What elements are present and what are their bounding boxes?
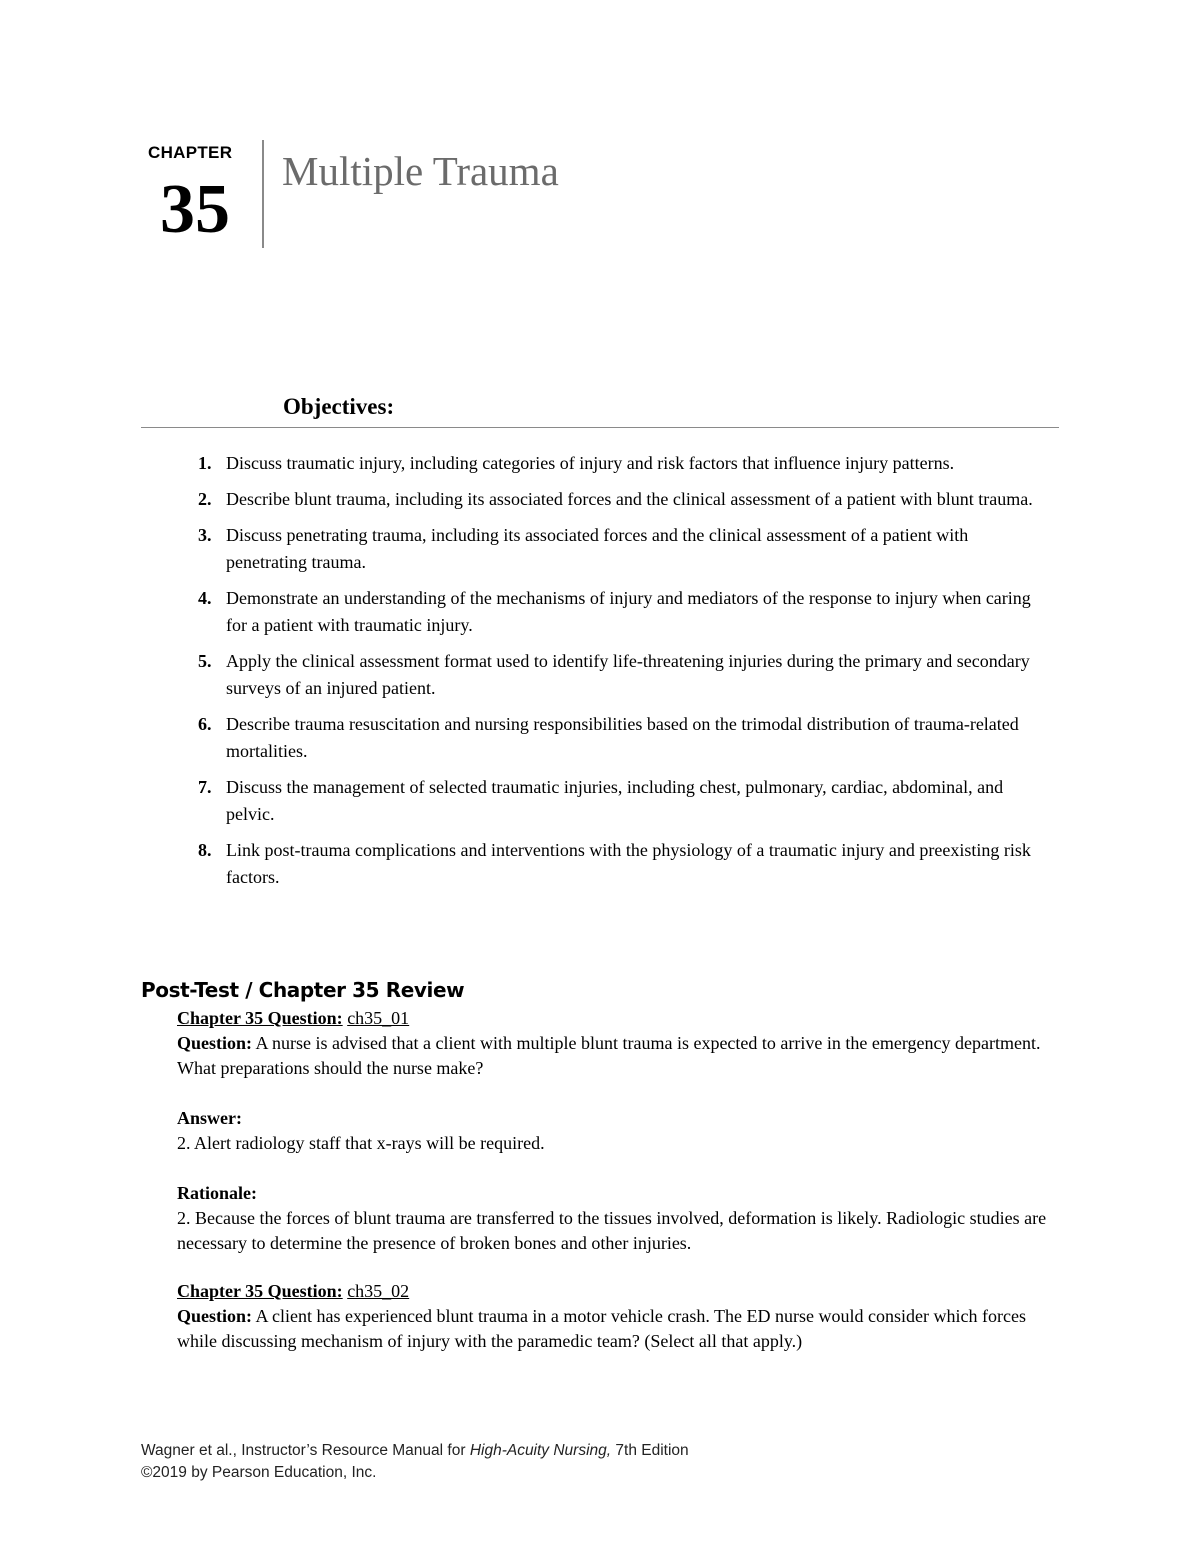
question-id-label: Chapter 35 Question: bbox=[177, 1281, 343, 1301]
objectives-heading: Objectives: bbox=[283, 394, 395, 419]
objective-text: Describe trauma resuscitation and nursing responsibilities based on the trimodal distribution of trauma-related mortalities. bbox=[226, 714, 1019, 761]
footer-book-title: High-Acuity Nursing, bbox=[469, 1442, 612, 1459]
question-id-line bbox=[177, 1279, 1067, 1304]
objective-number: 4. bbox=[198, 588, 212, 608]
objective-item bbox=[190, 486, 1050, 513]
objective-text: Describe blunt trauma, including its associated forces and the clinical assessment of a patient with blunt trauma. bbox=[226, 489, 1033, 509]
spacer bbox=[177, 1156, 1067, 1181]
objective-text: Apply the clinical assessment format used to identify life-threatening injuries during the primary and secondary surveys of an injured patient. bbox=[226, 651, 1030, 698]
answer-text: 2. Alert radiology staff that x-rays will be required. bbox=[177, 1133, 545, 1153]
objective-item bbox=[190, 585, 1050, 639]
question-text: A nurse is advised that a client with multiple blunt trauma is expected to arrive in the emergency department. What preparations should the nurse make? bbox=[177, 1033, 1041, 1078]
question-id-label: Chapter 35 Question: bbox=[177, 1008, 343, 1028]
footer-copyright: ©2019 by Pearson Education, Inc. bbox=[141, 1464, 377, 1481]
footer-citation-prefix: Wagner et al., Instructor’s Resource Manual for bbox=[141, 1442, 470, 1459]
objectives-rule bbox=[141, 427, 1059, 428]
objective-text: Demonstrate an understanding of the mechanisms of injury and mediators of the response to injury when caring for a patient with traumatic injury. bbox=[226, 588, 1031, 635]
objective-text: Discuss penetrating trauma, including its associated forces and the clinical assessment of a patient with penetrating trauma. bbox=[226, 525, 969, 572]
question-id-value: ch35_01 bbox=[347, 1008, 410, 1028]
objective-item bbox=[190, 774, 1050, 828]
chapter-label: CHAPTER bbox=[148, 143, 233, 162]
answer-label: Answer: bbox=[177, 1108, 242, 1128]
question-label: Question: bbox=[177, 1306, 253, 1326]
page-footer bbox=[141, 1440, 689, 1484]
objective-number: 2. bbox=[198, 489, 212, 509]
objective-number: 7. bbox=[198, 777, 212, 797]
question-label: Question: bbox=[177, 1033, 253, 1053]
objective-text: Discuss the management of selected traumatic injuries, including chest, pulmonary, cardiac, abdominal, and pelvic. bbox=[226, 777, 1004, 824]
footer-citation-suffix: 7th Edition bbox=[611, 1442, 689, 1459]
chapter-title: Multiple Trauma bbox=[282, 148, 559, 194]
question-id-line bbox=[177, 1006, 1067, 1031]
question-block-2 bbox=[177, 1279, 1067, 1354]
question-line bbox=[177, 1031, 1067, 1081]
objective-item bbox=[190, 837, 1050, 891]
objective-number: 1. bbox=[198, 453, 212, 473]
question-line bbox=[177, 1304, 1067, 1354]
question-text: A client has experienced blunt trauma in a motor vehicle crash. The ED nurse would consider which forces while discussing mechanism of injury with the paramedic team? (Select all that apply.) bbox=[177, 1306, 1026, 1351]
objective-text: Link post-trauma complications and interventions with the physiology of a traumatic injury and preexisting risk factors. bbox=[226, 840, 1031, 887]
objective-item bbox=[190, 522, 1050, 576]
chapter-number: 35 bbox=[160, 171, 230, 248]
objective-item bbox=[190, 450, 1050, 477]
objective-number: 8. bbox=[198, 840, 212, 860]
objectives-list bbox=[190, 450, 1050, 900]
objective-number: 5. bbox=[198, 651, 212, 671]
objective-text: Discuss traumatic injury, including categories of injury and risk factors that influence injury patterns. bbox=[226, 453, 955, 473]
rationale-text: 2. Because the forces of blunt trauma are transferred to the tissues involved, deformation is likely. Radiologic studies are necessary to determine the presence of broken bones and other injuries. bbox=[177, 1208, 1047, 1253]
spacer bbox=[177, 1081, 1067, 1106]
objective-item bbox=[190, 711, 1050, 765]
review-heading: Post-Test / Chapter 35 Review bbox=[141, 978, 465, 1002]
footer-citation bbox=[141, 1440, 689, 1462]
question-id-value: ch35_02 bbox=[347, 1281, 410, 1301]
objective-item bbox=[190, 648, 1050, 702]
objective-number: 3. bbox=[198, 525, 212, 545]
rationale-label: Rationale: bbox=[177, 1183, 257, 1203]
objective-number: 6. bbox=[198, 714, 212, 734]
question-block-1 bbox=[177, 1006, 1067, 1256]
chapter-divider bbox=[262, 140, 264, 248]
